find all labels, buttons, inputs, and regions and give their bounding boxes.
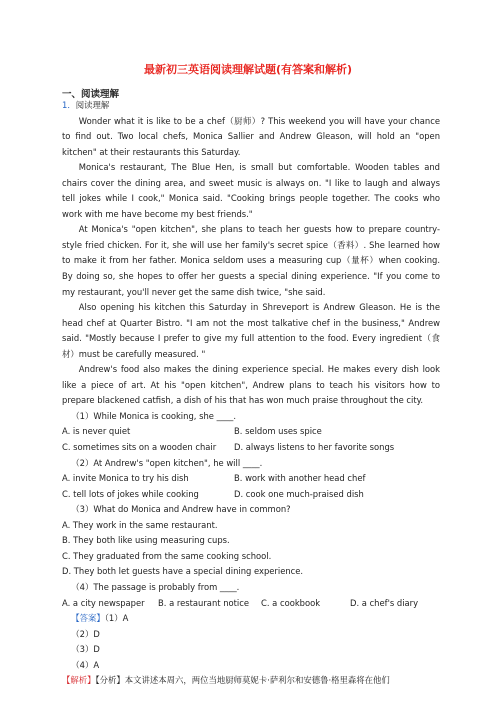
passage-paragraph: Wonder what it is like to be a chef（厨师）? This weekend you will have your chance to find out. Two local chefs, Monica Sallier and Andrew Gleason, will hold an "open kitchen" at their restaurants this Saturday. xyxy=(62,115,440,157)
option-row xyxy=(62,471,440,487)
answer-value: （1）A xyxy=(104,613,129,624)
option: B. work with another head chef xyxy=(234,473,366,484)
option: A. a city newspaper xyxy=(62,597,145,608)
question-stem: （1）While Monica is cooking, she ____. xyxy=(71,410,236,421)
option-row xyxy=(62,596,440,612)
option: D. a chef's diary xyxy=(350,597,419,608)
passage-paragraph: Monica's restaurant, The Blue Hen, is small but comfortable. Wooden tables and chairs cover the dining area, and sweet music is always on. "I like to laugh and always tell jokes while I cook," Monica said. "Cooking brings people together. The cooks who work with me have become my best friends." xyxy=(62,162,440,219)
option-row xyxy=(62,440,440,456)
passage-paragraph: Also opening his kitchen this Saturday in Shreveport is Andrew Gleason. He is the head chef at Quarter Bistro. "I am not the most talkative chef in the business," Andrew said. "Mostly because I prefer to give my full attention to the food. Every ingredient（食材）must be carefully measured. " xyxy=(62,302,440,359)
analysis-text: 【分析】本文讲述本周六，两位当地厨师莫妮卡·萨利尔和安德鲁·格里森将在他们 xyxy=(95,675,390,686)
option: D. cook one much-praised dish xyxy=(234,488,364,499)
section-heading: 一、阅读理解 xyxy=(62,89,120,100)
option: D. They both let guests have a special dining experience. xyxy=(62,566,304,577)
option: D. always listens to her favorite songs xyxy=(234,442,395,453)
option: C. a cookbook xyxy=(261,597,321,608)
option: B. They both like using measuring cups. xyxy=(62,535,230,546)
option: B. a restaurant notice xyxy=(158,597,249,608)
document-body xyxy=(62,98,440,689)
item-header xyxy=(62,98,440,114)
option: A. invite Monica to try his dish xyxy=(62,473,189,484)
question-stem: （3）What do Monica and Andrew have in common? xyxy=(71,504,291,515)
analysis-label: 【解析】 xyxy=(62,675,96,686)
option: B. seldom uses spice xyxy=(234,426,322,437)
option-row xyxy=(62,424,440,440)
analysis-line xyxy=(62,673,440,689)
item-label: 阅读理解 xyxy=(75,100,110,110)
option: A. They work in the same restaurant. xyxy=(62,519,218,530)
question-stem: （2）At Andrew's "open kitchen", he will ____. xyxy=(71,457,263,468)
question-stem: （4）The passage is probably from ____. xyxy=(71,581,240,592)
passage-paragraph: At Monica's "open kitchen", she plans to teach her guests how to prepare country-style fried chicken. For it, she will use her family's secret spice（香料）. She learned how to make it from her father. Monica seldom uses a measuring cup（量杯）when cooking. By doing so, she hopes to offer her guests a special dining experience. "If you come to my restaurant, you'll never get the same dish twice, "she said. xyxy=(62,224,440,297)
item-number: 1． xyxy=(62,100,76,110)
answer-line xyxy=(62,611,440,627)
passage-paragraph: Andrew's food also makes the dining experience special. He makes every dish look like a piece of art. At his "open kitchen", Andrew plans to teach his visitors how to prepare blackened catfish, a dish of his that has won much praise throughout the city. xyxy=(62,364,440,406)
option-row xyxy=(62,487,440,503)
answer-label: 【答案】 xyxy=(71,613,105,624)
option: A. is never quiet xyxy=(62,426,131,437)
answer-value: （3）D xyxy=(71,644,100,655)
answer-value: （2）D xyxy=(71,628,100,639)
option: C. They graduated from the same cooking school. xyxy=(62,550,272,561)
document-title: 最新初三英语阅读理解试题(有答案和解析) xyxy=(143,63,353,76)
answer-value: （4）A xyxy=(71,659,100,670)
option: C. sometimes sits on a wooden chair xyxy=(62,442,217,453)
option: C. tell lots of jokes while cooking xyxy=(62,488,199,499)
